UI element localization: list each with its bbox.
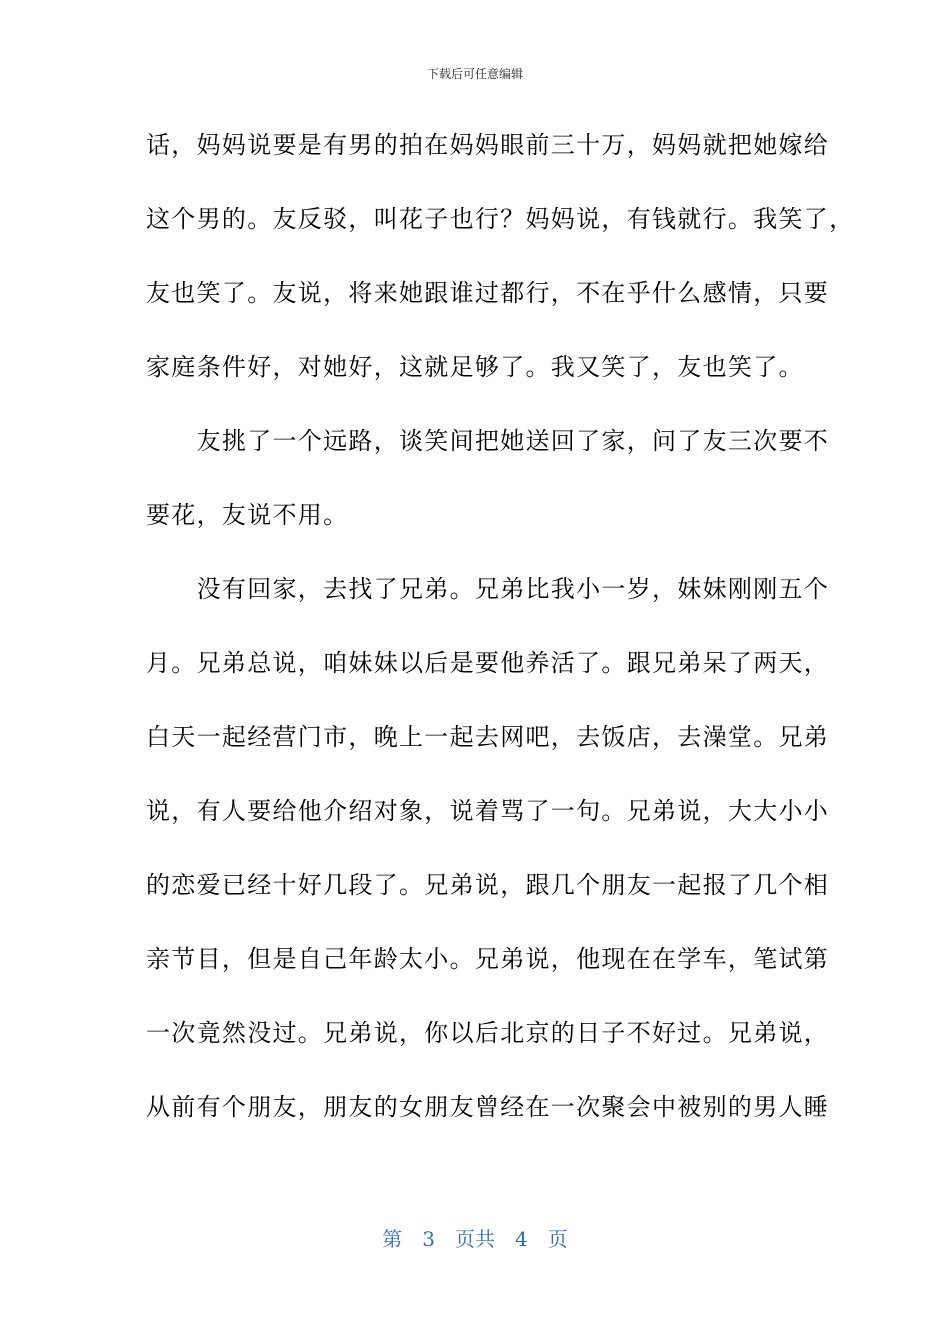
body-text xyxy=(146,118,855,1154)
page-header: 下载后可任意编辑 xyxy=(426,67,523,81)
text-line: 月。兄弟总说，咱妹妹以后是要他养活了。跟兄弟呆了两天， xyxy=(146,649,830,677)
text-line: 一次竟然没过。兄弟说，你以后北京的日子不好过。兄弟说， xyxy=(146,1019,830,1047)
text-line: 友也笑了。友说，将来她跟谁过都行，不在乎什么感情，只要 xyxy=(146,279,830,307)
text-line: 这个男的。友反驳，叫花子也行？妈妈说，有钱就行。我笑了， xyxy=(146,205,855,233)
text-line: 没有回家，去找了兄弟。兄弟比我小一岁，妹妹刚刚五个 xyxy=(146,575,830,603)
page-number: 第 3 页共 4 页 xyxy=(382,1227,568,1251)
text-line: 家庭条件好，对她好，这就足够了。我又笑了，友也笑了。 xyxy=(146,353,804,381)
text-line: 从前有个朋友，朋友的女朋友曾经在一次聚会中被别的男人睡 xyxy=(146,1093,830,1121)
text-line: 说，有人要给他介绍对象，说着骂了一句。兄弟说，大大小小 xyxy=(146,797,830,825)
text-line: 友挑了一个远路，谈笑间把她送回了家，问了友三次要不 xyxy=(146,427,830,455)
text-line: 话，妈妈说要是有男的拍在妈妈眼前三十万，妈妈就把她嫁给 xyxy=(146,131,830,159)
page-footer xyxy=(0,1226,950,1252)
text-line: 白天一起经营门市，晚上一起去网吧，去饭店，去澡堂。兄弟 xyxy=(146,723,830,751)
text-line: 的恋爱已经十好几段了。兄弟说，跟几个朋友一起报了几个相 xyxy=(146,871,830,899)
text-line: 亲节目，但是自己年龄太小。兄弟说，他现在在学车，笔试第 xyxy=(146,945,830,973)
text-line: 要花，友说不用。 xyxy=(146,501,349,529)
